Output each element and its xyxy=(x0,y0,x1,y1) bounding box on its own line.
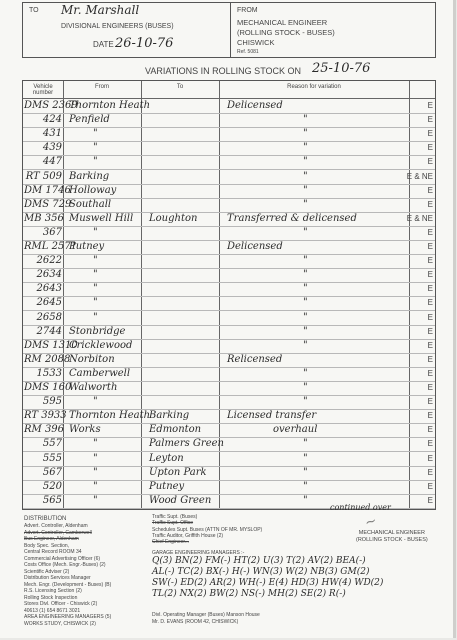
code-cell: E xyxy=(427,354,433,364)
table-row xyxy=(23,141,435,156)
vehicle-number: RML 2571 xyxy=(24,241,78,252)
vehicle-number: DMS 160 xyxy=(24,382,72,393)
reason-cell: " xyxy=(303,226,308,238)
vehicle-number: 431 xyxy=(42,128,62,140)
reason-cell: " xyxy=(303,480,308,492)
from-cell: Southall xyxy=(69,198,112,210)
table-row xyxy=(23,170,435,185)
from-cell: " xyxy=(93,269,98,281)
header-box xyxy=(22,2,436,58)
table-row xyxy=(23,212,435,227)
code-cell: E xyxy=(427,129,433,139)
reason-cell: " xyxy=(303,311,308,323)
to-cell: Barking xyxy=(149,410,190,422)
distribution-item: Advert. Controller, Camberwell xyxy=(24,529,92,536)
from-cell: " xyxy=(93,494,98,506)
distribution-item: Body Spec. Section, xyxy=(24,542,70,549)
distribution-item: WORKS STUDY, CHISWICK (2) xyxy=(24,620,96,627)
table-row xyxy=(23,198,435,213)
distribution-item: Costs Office (Mech. Engr.-Buses) (2) xyxy=(24,562,106,568)
table-row xyxy=(23,296,435,311)
col-header-vehicle: Vehicle number xyxy=(32,84,54,96)
code-cell: E xyxy=(427,115,433,125)
reason-cell: " xyxy=(303,466,308,478)
table-row xyxy=(23,409,435,424)
code-cell: E xyxy=(427,481,433,491)
vehicle-number: MB 356 xyxy=(24,212,64,224)
from-cell: " xyxy=(93,226,98,238)
from-cell: " xyxy=(93,255,98,267)
col-header-to: To xyxy=(176,84,184,90)
from-cell: " xyxy=(93,438,98,450)
garage-list xyxy=(152,556,383,600)
from-cell: " xyxy=(93,396,98,408)
table-row xyxy=(23,155,435,170)
reason-cell: " xyxy=(303,114,308,126)
vehicle-number: 2634 xyxy=(36,269,62,281)
col-header-from: From xyxy=(95,84,109,90)
from-cell: Thornton Heath xyxy=(69,100,151,111)
vehicle-number: RM 2088 xyxy=(24,353,71,365)
code-cell: E xyxy=(427,411,433,421)
vehicle-number: 557 xyxy=(42,438,62,450)
code-cell: E xyxy=(427,298,433,308)
divop-line-2: Mr. D. EVANS (ROOM 42, CHISWICK) xyxy=(152,618,239,625)
to-label: TO xyxy=(29,7,39,14)
code-cell: E xyxy=(427,256,433,266)
table-row xyxy=(23,99,435,114)
from-cell: " xyxy=(93,480,98,492)
to-name: Mr. Marshall xyxy=(61,3,140,17)
from-cell: Camberwell xyxy=(69,367,131,379)
vehicle-number: 2622 xyxy=(36,255,62,267)
distribution-item: Commercial Advertising Officer (6) xyxy=(24,555,101,562)
reason-cell: " xyxy=(303,452,308,464)
to-cell: Loughton xyxy=(149,212,198,224)
from-cell: " xyxy=(93,297,98,309)
divisional-operating xyxy=(152,612,260,625)
traffic-item: Chief Engineer... xyxy=(152,539,189,546)
distribution-item: Mech. Engr. (Development - Buses) (B) xyxy=(24,581,112,588)
distribution-item: Advert. Controller, Aldenham xyxy=(24,523,88,529)
reason-cell: Transferred & delicensed xyxy=(227,212,357,224)
reason-cell: " xyxy=(303,156,308,168)
distribution-title: DISTRIBUTION xyxy=(24,516,67,522)
reason-cell: overhaul xyxy=(273,424,318,436)
stamp-line-1: MECHANICAL ENGINEER xyxy=(358,530,425,536)
from-line-3: CHISWICK xyxy=(237,38,275,47)
code-cell: E xyxy=(427,383,433,392)
garage-line: AL(-) TC(2) BX(-) H(-) WN(3) W(2) NB(3) GM(2) xyxy=(152,567,370,577)
from-line-2: (ROLLING STOCK - BUSES) xyxy=(237,28,335,37)
table-row xyxy=(23,367,435,382)
garage-line: SW(-) ED(2) AR(2) WH(-) E(4) HD(3) HW(4) WD(2) xyxy=(152,578,384,588)
table-row xyxy=(23,184,435,199)
vehicle-number: 565 xyxy=(42,494,62,506)
vehicle-number: DMS 729 xyxy=(24,198,72,210)
table-row xyxy=(23,466,435,481)
reason-cell: " xyxy=(303,367,308,379)
vehicle-number: 1533 xyxy=(36,367,62,379)
from-cell: Barking xyxy=(69,170,110,182)
date-label: DATE xyxy=(93,40,114,49)
reason-cell: Licensed transfer xyxy=(227,410,317,422)
code-cell: E xyxy=(427,101,433,110)
table-row xyxy=(23,254,435,269)
table-row xyxy=(23,339,435,354)
vehicle-number: 439 xyxy=(42,142,62,154)
from-cell: " xyxy=(93,142,98,154)
vehicle-number: DMS 2369 xyxy=(24,100,78,111)
to-cell: Putney xyxy=(149,480,185,492)
reason-cell: " xyxy=(303,170,308,182)
traffic-item: Traffic Supt. (Buses) xyxy=(152,514,198,520)
vehicle-number: DMS 1310 xyxy=(24,339,78,351)
to-cell: Edmonton xyxy=(149,424,202,436)
from-cell: " xyxy=(93,283,98,295)
code-cell: E xyxy=(427,340,433,350)
reason-cell: " xyxy=(303,142,308,154)
reason-cell: " xyxy=(303,255,308,267)
table-row xyxy=(23,480,435,495)
vehicle-number: 520 xyxy=(42,480,62,492)
reason-cell: " xyxy=(303,382,308,393)
divop-line-1: Divl. Operating Manager (Buses) Manson House xyxy=(152,612,260,618)
from-cell: " xyxy=(93,311,98,323)
code-cell: E xyxy=(427,143,433,153)
reference: Ref. 5081 xyxy=(237,49,259,55)
reason-cell: Delicensed xyxy=(227,241,283,252)
code-cell: E xyxy=(427,453,433,463)
to-cell: Leyton xyxy=(149,452,184,464)
distribution-list xyxy=(24,523,111,627)
reason-cell: " xyxy=(303,269,308,281)
table-row xyxy=(23,127,435,142)
vehicle-number: 555 xyxy=(42,452,62,464)
code-cell: E xyxy=(427,425,433,435)
reason-cell: " xyxy=(303,325,308,337)
from-cell: Holloway xyxy=(69,184,117,196)
reason-cell: " xyxy=(303,198,308,210)
vehicle-number: 567 xyxy=(42,466,62,478)
table-row xyxy=(23,437,435,452)
stamp-line-2: (ROLLING STOCK - BUSES) xyxy=(356,537,428,543)
vehicle-number: DM 1746 xyxy=(24,184,71,196)
vehicle-number: 2645 xyxy=(36,297,62,309)
traffic-item: Traffic Supt. Office xyxy=(152,520,194,527)
from-cell: Works xyxy=(69,424,101,436)
code-cell: E xyxy=(427,270,433,280)
code-cell: E xyxy=(427,157,433,167)
signature: ~ xyxy=(362,512,379,532)
from-cell: Norbiton xyxy=(69,353,115,365)
header-divider xyxy=(230,3,231,57)
vehicle-number: 595 xyxy=(42,396,62,408)
garage-line: Q(3) BN(2) FM(-) HT(2) U(3) T(2) AV(2) BEA(-) xyxy=(152,556,366,566)
table-row xyxy=(23,353,435,368)
from-line-1: MECHANICAL ENGINEER xyxy=(237,18,328,27)
from-cell: Walworth xyxy=(69,382,118,393)
from-label: FROM xyxy=(237,7,258,14)
garage-title: GARAGE ENGINEERING MANAGERS :- xyxy=(152,550,245,556)
page-title: VARIATIONS IN ROLLING STOCK ON xyxy=(145,66,302,76)
reason-cell: Relicensed xyxy=(227,353,283,365)
table-row xyxy=(23,268,435,283)
table-row xyxy=(23,381,435,396)
table-row xyxy=(23,282,435,297)
distribution-item: Scientific Adviser (2) xyxy=(24,568,70,575)
vehicle-number: 2744 xyxy=(36,325,62,337)
vehicle-number: 367 xyxy=(42,226,62,238)
table-row xyxy=(23,395,435,410)
reason-cell: " xyxy=(303,438,308,450)
distribution-item: Rolling Stock Inspection xyxy=(24,594,78,601)
code-cell: E xyxy=(427,242,433,251)
to-cell: Upton Park xyxy=(149,466,207,478)
distribution-item: Stores Divl. Officer - Chiswick (2) xyxy=(24,601,98,607)
col-header-reason: Reason for variation xyxy=(287,84,341,90)
code-cell: E xyxy=(427,368,433,378)
code-cell: E xyxy=(427,326,433,336)
from-cell: " xyxy=(93,466,98,478)
vehicle-number: 447 xyxy=(42,156,62,168)
vehicle-number: 2658 xyxy=(36,311,62,323)
distribution-item: Distribution Services Manager xyxy=(24,575,91,581)
reason-cell: " xyxy=(303,283,308,295)
code-cell: E & NE xyxy=(406,213,433,223)
from-cell: Stonbridge xyxy=(69,325,126,337)
to-cell: Wood Green xyxy=(149,494,212,506)
reason-cell: Delicensed xyxy=(227,100,283,111)
table-row xyxy=(23,113,435,128)
from-cell: Cricklewood xyxy=(69,339,133,351)
continued-note: continued over xyxy=(330,503,391,512)
table-row xyxy=(23,423,435,438)
traffic-item: Traffic Auditor, Griffith House (2) xyxy=(152,532,224,539)
reason-cell: " xyxy=(303,128,308,140)
distribution-item: AREA ENGINEERING MANAGERS (5) xyxy=(24,614,112,620)
code-cell: E xyxy=(427,495,433,505)
from-cell: Muswell Hill xyxy=(69,212,134,224)
to-division: DIVISIONAL ENGINEERS (BUSES) xyxy=(61,23,174,30)
reason-cell: " xyxy=(303,297,308,309)
code-cell: E xyxy=(427,284,433,294)
vehicle-number: 2643 xyxy=(36,283,62,295)
from-cell: Penfield xyxy=(69,114,110,126)
reason-cell: " xyxy=(303,184,308,196)
code-cell: E xyxy=(427,439,433,449)
code-cell: E xyxy=(427,185,433,195)
code-cell: E xyxy=(427,312,433,322)
reason-cell: " xyxy=(303,339,308,351)
distribution-item: Central Record ROOM 34 xyxy=(24,549,82,555)
traffic-item: Schedules Supt. Buses (ATTN OF MR. MYSLOP) xyxy=(152,526,263,533)
title-date: 25-10-76 xyxy=(312,61,371,76)
distribution-item: R.S. Licensing Section (2) xyxy=(24,588,82,594)
table-row xyxy=(23,226,435,241)
table-row xyxy=(23,325,435,340)
vehicle-number: 424 xyxy=(42,114,62,126)
distribution-item: Bus Engineer, Aldenham xyxy=(24,536,79,542)
code-cell: E xyxy=(427,397,433,407)
from-cell: " xyxy=(93,156,98,168)
reason-cell: " xyxy=(303,494,308,506)
from-cell: " xyxy=(93,452,98,464)
table-row xyxy=(23,311,435,326)
traffic-list xyxy=(152,514,262,545)
table-row xyxy=(23,240,435,255)
code-cell: E & NE xyxy=(406,171,433,181)
vehicle-number: RT 509 xyxy=(25,170,62,182)
from-cell: Thornton Heath xyxy=(69,410,151,422)
garage-line: TL(2) NX(2) BW(2) NS(-) MH(2) SE(2) R(-) xyxy=(152,589,346,599)
vehicle-number: RT 3933 xyxy=(24,410,67,422)
stamp xyxy=(356,530,428,544)
vehicle-number: RM 396 xyxy=(24,424,65,436)
date-value: 26-10-76 xyxy=(115,36,174,51)
code-cell: E xyxy=(427,227,433,237)
from-cell: " xyxy=(93,128,98,140)
reason-cell: " xyxy=(303,396,308,408)
code-cell: E xyxy=(427,467,433,477)
table-row xyxy=(23,452,435,467)
distribution-item: 40613 (1) 654 8671 3021 xyxy=(24,607,81,614)
variations-table xyxy=(22,80,436,510)
code-cell: E xyxy=(427,199,433,209)
from-cell: Putney xyxy=(69,241,105,252)
to-cell: Palmers Green xyxy=(149,438,224,450)
